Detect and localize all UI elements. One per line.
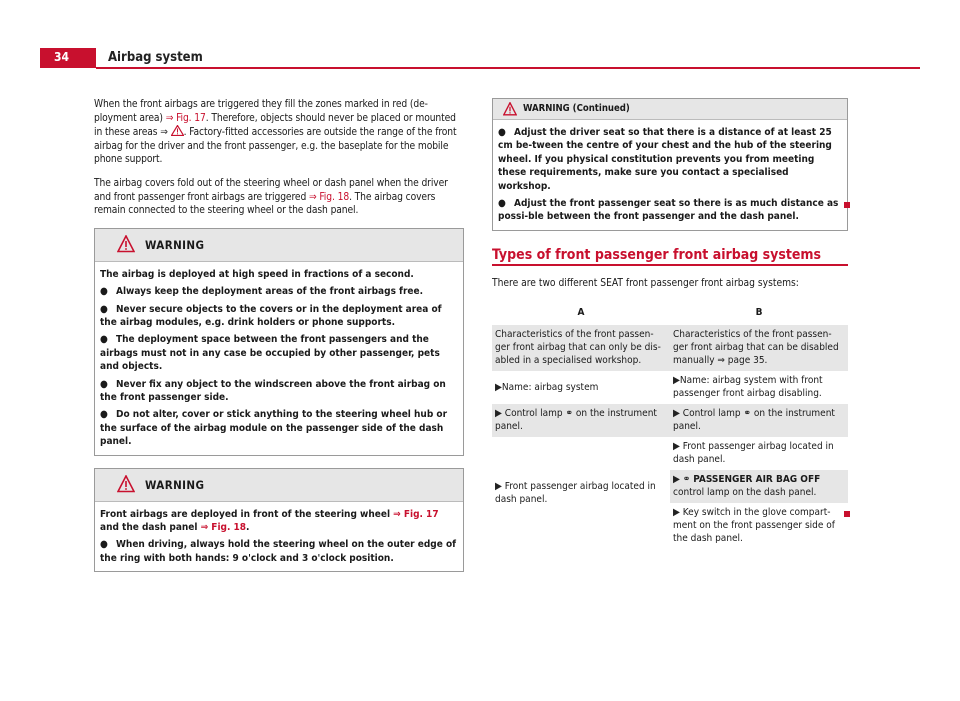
airbag-lamp-icon: ⚭ [565, 408, 574, 419]
para1-text-a: When the front airbags are triggered they fill the zones marked in red (de-ployment area) [94, 99, 428, 124]
warning1-bullet: ● Never secure objects to the covers or in the deployment area of the airbag modules, e.g. drink holders or phone supports. [100, 303, 442, 328]
header-rule [96, 67, 920, 69]
warning-cont-bullet: ● Adjust the driver seat so that there is a distance of at least 25 cm be-tween the centre of your chest and the hub of the steering wheel. If you physical constitution prevents you from meeting these requirements, make sure you contact a specialised workshop. [498, 127, 832, 192]
warning-title-1: WARNING [145, 237, 205, 252]
para1-text-c: . Factory-fitted accessories are outside the range of the front airbag for the driver and the front passenger, e.g. the baseplate for the mobile phone support. [94, 127, 457, 166]
paragraph-deployment-area [94, 98, 464, 167]
fig18-link[interactable]: ⇒ Fig. 18 [200, 522, 247, 534]
fig17-link[interactable]: ⇒ Fig. 17 [393, 508, 439, 520]
airbag-lamp-icon: ⚭ [743, 408, 752, 419]
warning-box-continued [492, 98, 848, 231]
table-row [492, 437, 848, 470]
passenger-airbag-off-icon: ⚭ [682, 474, 691, 485]
warning-header-2 [95, 469, 463, 502]
table-cell: ▶ Key switch in the glove compart-ment on the front passenger side of the dash panel. [670, 503, 848, 549]
end-of-section-marker [844, 511, 850, 517]
left-column [94, 98, 464, 572]
section-rule [492, 264, 848, 266]
warning1-intro: The airbag is deployed at high speed in fractions of a second. [100, 268, 414, 280]
table-cell: ▶ Front passenger airbag located in dash panel. [492, 437, 670, 549]
warning-triangle-icon [117, 235, 135, 253]
warning1-bullet: ● Always keep the deployment areas of the front airbags free. [100, 286, 424, 298]
section-title: Types of front passenger front airbag systems [492, 247, 822, 263]
warning1-bullet: ● Never fix any object to the windscreen above the front airbag on the front passenger side. [100, 378, 446, 403]
right-column [492, 98, 848, 231]
fig17-link[interactable]: ⇒ Fig. 17 [165, 112, 206, 124]
page-number-box [40, 48, 96, 68]
warning-body-2 [95, 502, 463, 572]
airbag-systems-table [492, 302, 848, 549]
warning2-intro: Front airbags are deployed in front of the steering wheel ⇒ Fig. 17 and the dash panel ⇒ Fig. 18. [100, 508, 439, 534]
page-number: 34 [54, 50, 70, 64]
warning-header-1 [95, 229, 463, 262]
warning1-bullet: ● Do not alter, cover or stick anything to the steering wheel hub or the surface of the airbag module on the passenger side of the dash panel. [100, 409, 448, 448]
warning-triangle-icon [503, 102, 517, 116]
para2-text-a: The airbag covers fold out of the steering wheel or dash panel when the driver and front passenger front airbags are triggered [94, 177, 448, 203]
warning1-bullet: ● The deployment space between the front passengers and the airbags must not in any case be occupied by other passenger, pets and objects. [100, 334, 440, 373]
warning-box-1 [94, 228, 464, 456]
section-intro: There are two different SEAT front passenger front airbag systems: [492, 278, 799, 289]
warning-title-2: WARNING [145, 477, 205, 492]
table-header-row [492, 302, 848, 325]
warning-body-continued [493, 120, 847, 230]
table-row [492, 371, 848, 404]
warning-box-2 [94, 468, 464, 573]
table-cell: ▶ Control lamp ⚭ on the instrument panel. [670, 404, 848, 437]
warning-body-1 [95, 262, 463, 455]
page-header-title: Airbag system [108, 50, 203, 65]
end-of-section-marker [844, 202, 850, 208]
table-row [492, 404, 848, 437]
warning-cont-bullet: ● Adjust the front passenger seat so there is as much distance as possi-ble between the front passenger and the dash panel. [498, 198, 839, 223]
warning-header-continued [493, 99, 847, 120]
table-cell: ▶ Front passenger airbag located in dash panel. [670, 437, 848, 470]
warning-title-continued: WARNING (Continued) [523, 103, 630, 114]
fig18-link[interactable]: ⇒ Fig. 18 [308, 191, 350, 203]
table-cell: ▶ ⚭ PASSENGER AIR BAG OFF control lamp on the dash panel. [670, 470, 848, 503]
column-header-b: B [670, 302, 848, 325]
table-cell: ▶ Control lamp ⚭ on the instrument panel. [492, 404, 670, 437]
paragraph-airbag-covers [94, 177, 464, 218]
column-header-a: A [492, 302, 670, 325]
table-cell: Characteristics of the front passen-ger front airbag that can be disabled manually ⇒ page 35. [670, 325, 848, 371]
table-cell: ▶Name: airbag system with front passenger front airbag disabling. [670, 371, 848, 404]
para2-text-b: . The airbag covers remain connected to the steering wheel or the dash panel. [94, 191, 436, 217]
table-row [492, 325, 848, 371]
para1-text-b: . Therefore, objects should never be placed or mounted in these areas ⇒ [94, 112, 456, 139]
table-cell: Characteristics of the front passen-ger front airbag that can only be dis-abled in a specialised workshop. [492, 325, 670, 371]
table-cell: ▶Name: airbag system [492, 371, 670, 404]
warning-triangle-icon [117, 475, 135, 493]
warning-triangle-icon[interactable] [171, 125, 184, 136]
warning2-bullet: ● When driving, always hold the steering wheel on the outer edge of the ring with both hands: 9 o'clock and 3 o'clock position. [100, 539, 457, 564]
